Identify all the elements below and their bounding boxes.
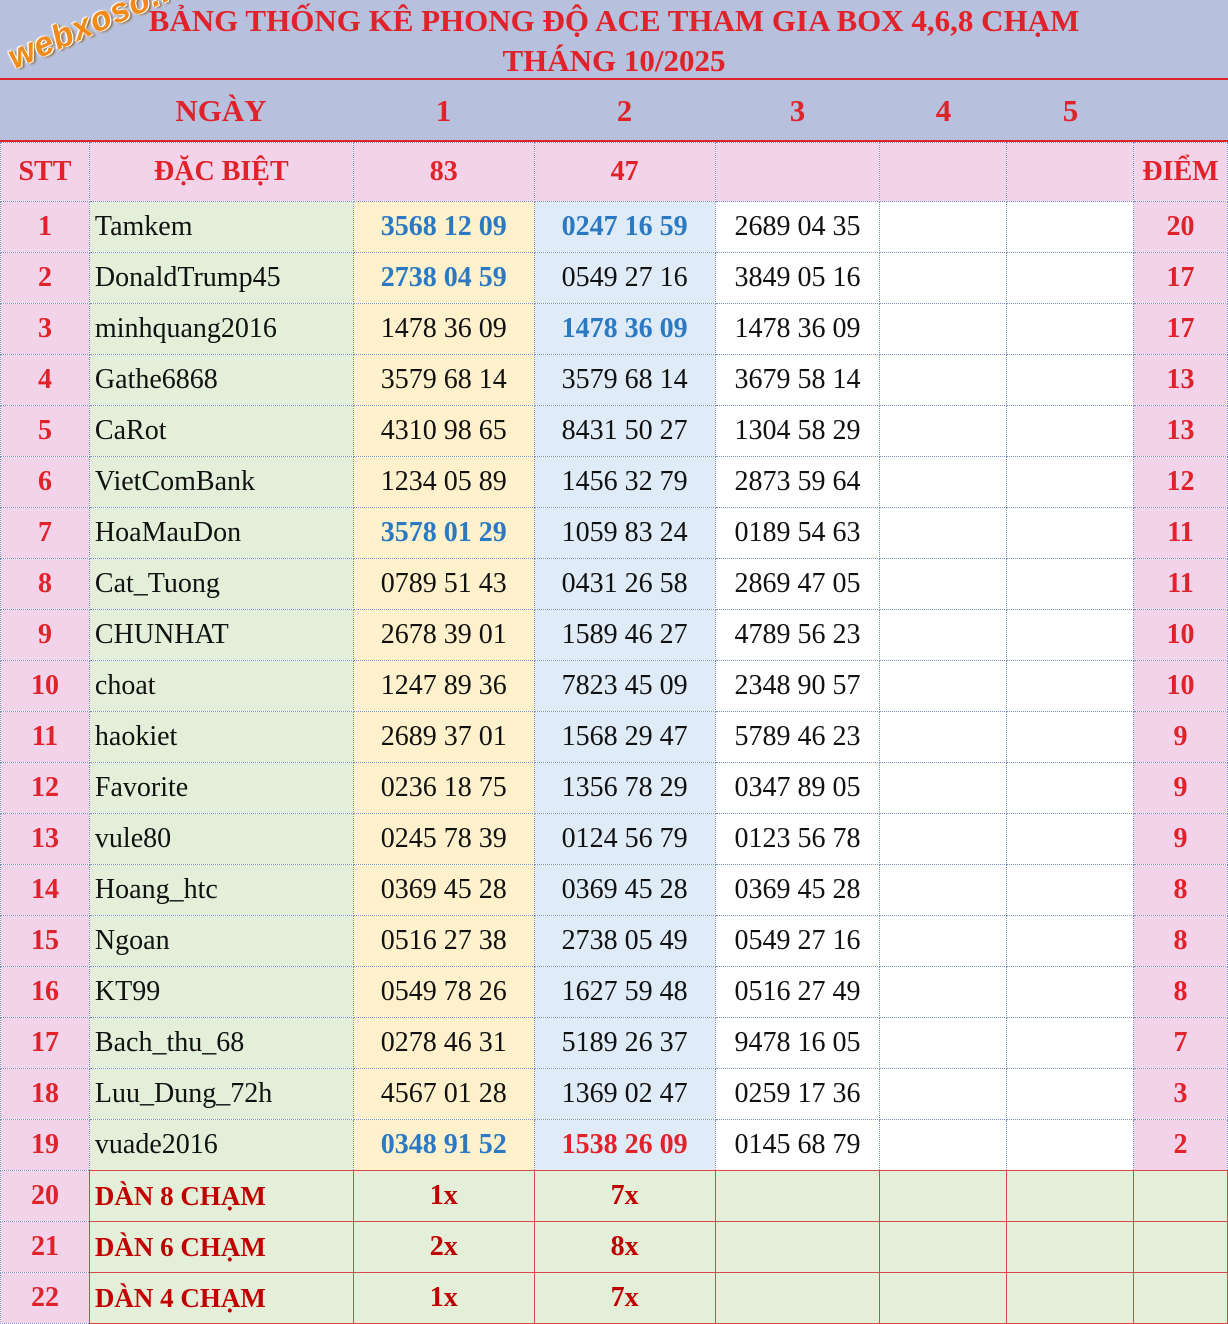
player-name: CaRot [89, 406, 353, 457]
day-1-numbers: 0245 78 39 [353, 814, 534, 865]
day-5-numbers [1007, 967, 1134, 1018]
summary-day-5 [1007, 1273, 1134, 1324]
day-1-numbers: 0236 18 75 [353, 763, 534, 814]
day-2-numbers: 1059 83 24 [534, 508, 715, 559]
row-number: 8 [1, 559, 90, 610]
day-1-numbers: 0516 27 38 [353, 916, 534, 967]
player-row [1, 457, 1228, 508]
row-number: 10 [1, 661, 90, 712]
row-number: 13 [1, 814, 90, 865]
day-3-numbers: 1478 36 09 [715, 304, 880, 355]
summary-row [1, 1171, 1228, 1222]
row-number: 6 [1, 457, 90, 508]
day-3-numbers: 3679 58 14 [715, 355, 880, 406]
row-number: 9 [1, 610, 90, 661]
day-5-numbers [1007, 1018, 1134, 1069]
points-value: 20 [1133, 202, 1227, 253]
row-number: 14 [1, 865, 90, 916]
player-row [1, 1120, 1228, 1171]
day-1-numbers: 0549 78 26 [353, 967, 534, 1018]
player-name: CHUNHAT [89, 610, 353, 661]
day-3-numbers: 0189 54 63 [715, 508, 880, 559]
day-2-numbers: 1568 29 47 [534, 712, 715, 763]
row-number: 5 [1, 406, 90, 457]
day-2-numbers: 1478 36 09 [534, 304, 715, 355]
summary-day-2: 7x [534, 1171, 715, 1222]
points-value: 12 [1133, 457, 1227, 508]
player-name: Cat_Tuong [89, 559, 353, 610]
player-row [1, 763, 1228, 814]
result-day-5 [1007, 143, 1134, 202]
player-name: VietComBank [89, 457, 353, 508]
column-header-row [1, 143, 1228, 202]
player-row [1, 661, 1228, 712]
summary-day-4 [880, 1222, 1007, 1273]
day-5-numbers [1007, 1069, 1134, 1120]
player-name: Gathe6868 [89, 355, 353, 406]
day-1-numbers: 0348 91 52 [353, 1120, 534, 1171]
row-number: 15 [1, 916, 90, 967]
summary-day-4 [880, 1171, 1007, 1222]
player-row [1, 304, 1228, 355]
result-day-4 [880, 143, 1007, 202]
row-number: 2 [1, 253, 90, 304]
day-4-numbers [880, 406, 1007, 457]
row-number: 3 [1, 304, 90, 355]
points-value: 10 [1133, 610, 1227, 661]
summary-day-4 [880, 1273, 1007, 1324]
day-5-numbers [1007, 304, 1134, 355]
day-3-numbers: 2348 90 57 [715, 661, 880, 712]
day-2-numbers: 0369 45 28 [534, 865, 715, 916]
row-number: 16 [1, 967, 90, 1018]
summary-points [1133, 1273, 1227, 1324]
player-name: Favorite [89, 763, 353, 814]
day-2-numbers: 1456 32 79 [534, 457, 715, 508]
points-header: ĐIỂM [1133, 143, 1227, 202]
summary-label: DÀN 6 CHẠM [89, 1222, 353, 1273]
day-header-row [0, 80, 1228, 142]
summary-day-2: 8x [534, 1222, 715, 1273]
row-number: 11 [1, 712, 90, 763]
summary-day-1: 1x [353, 1171, 534, 1222]
player-name: Hoang_htc [89, 865, 353, 916]
day-2-numbers: 3579 68 14 [534, 355, 715, 406]
day-3-numbers: 2689 04 35 [715, 202, 880, 253]
day-2: 2 [616, 93, 633, 128]
day-4: 4 [935, 93, 952, 128]
player-name: Bach_thu_68 [89, 1018, 353, 1069]
points-value: 11 [1133, 508, 1227, 559]
day-2-numbers: 0247 16 59 [534, 202, 715, 253]
points-value: 10 [1133, 661, 1227, 712]
day-5-numbers [1007, 763, 1134, 814]
stats-table [0, 142, 1228, 1324]
day-4-numbers [880, 814, 1007, 865]
player-row [1, 559, 1228, 610]
row-number: 12 [1, 763, 90, 814]
day-5-numbers [1007, 457, 1134, 508]
result-day-1: 83 [353, 143, 534, 202]
day-3-numbers: 0549 27 16 [715, 916, 880, 967]
day-1-numbers: 3578 01 29 [353, 508, 534, 559]
player-row [1, 1069, 1228, 1120]
day-3-numbers: 2869 47 05 [715, 559, 880, 610]
day-2-numbers: 8431 50 27 [534, 406, 715, 457]
day-2-numbers: 1627 59 48 [534, 967, 715, 1018]
day-5-numbers [1007, 1120, 1134, 1171]
summary-day-2: 7x [534, 1273, 715, 1324]
player-name: vule80 [89, 814, 353, 865]
day-4-numbers [880, 1120, 1007, 1171]
player-row [1, 508, 1228, 559]
points-value: 9 [1133, 763, 1227, 814]
day-5-numbers [1007, 610, 1134, 661]
day-2-numbers: 1538 26 09 [534, 1120, 715, 1171]
day-3-numbers: 0145 68 79 [715, 1120, 880, 1171]
row-number: 7 [1, 508, 90, 559]
points-value: 8 [1133, 916, 1227, 967]
player-name: haokiet [89, 712, 353, 763]
day-2-numbers: 7823 45 09 [534, 661, 715, 712]
result-day-3 [715, 143, 880, 202]
row-number: 17 [1, 1018, 90, 1069]
player-name: Tamkem [89, 202, 353, 253]
player-row [1, 355, 1228, 406]
day-4-numbers [880, 865, 1007, 916]
player-row [1, 610, 1228, 661]
day-2-numbers: 1369 02 47 [534, 1069, 715, 1120]
points-value: 8 [1133, 865, 1227, 916]
points-value: 9 [1133, 712, 1227, 763]
day-4-numbers [880, 508, 1007, 559]
day-1-numbers: 1478 36 09 [353, 304, 534, 355]
player-row [1, 916, 1228, 967]
player-row [1, 967, 1228, 1018]
day-1-numbers: 0278 46 31 [353, 1018, 534, 1069]
day-4-numbers [880, 763, 1007, 814]
day-4-numbers [880, 1069, 1007, 1120]
points-value: 13 [1133, 355, 1227, 406]
day-3-numbers: 9478 16 05 [715, 1018, 880, 1069]
summary-points [1133, 1171, 1227, 1222]
day-3-numbers: 0347 89 05 [715, 763, 880, 814]
player-name: Ngoan [89, 916, 353, 967]
day-5-numbers [1007, 814, 1134, 865]
day-3-numbers: 4789 56 23 [715, 610, 880, 661]
player-row [1, 253, 1228, 304]
day-5-numbers [1007, 508, 1134, 559]
day-4-numbers [880, 355, 1007, 406]
day-label: NGÀY [175, 93, 267, 128]
day-2-numbers: 0124 56 79 [534, 814, 715, 865]
points-value: 17 [1133, 304, 1227, 355]
player-row [1, 865, 1228, 916]
points-value: 3 [1133, 1069, 1227, 1120]
day-1-numbers: 1234 05 89 [353, 457, 534, 508]
day-5-numbers [1007, 406, 1134, 457]
day-4-numbers [880, 967, 1007, 1018]
points-value: 8 [1133, 967, 1227, 1018]
player-name: Luu_Dung_72h [89, 1069, 353, 1120]
result-day-2: 47 [534, 143, 715, 202]
points-value: 11 [1133, 559, 1227, 610]
day-1-numbers: 2738 04 59 [353, 253, 534, 304]
day-3-numbers: 0259 17 36 [715, 1069, 880, 1120]
summary-day-3 [715, 1222, 880, 1273]
day-4-numbers [880, 559, 1007, 610]
day-1-numbers: 1247 89 36 [353, 661, 534, 712]
day-5-numbers [1007, 559, 1134, 610]
player-row [1, 202, 1228, 253]
points-value: 9 [1133, 814, 1227, 865]
summary-row [1, 1222, 1228, 1273]
day-3-numbers: 0369 45 28 [715, 865, 880, 916]
day-2-numbers: 5189 26 37 [534, 1018, 715, 1069]
day-2-numbers: 0549 27 16 [534, 253, 715, 304]
row-number: 21 [1, 1222, 90, 1273]
day-1-numbers: 2689 37 01 [353, 712, 534, 763]
row-number: 20 [1, 1171, 90, 1222]
player-name: HoaMauDon [89, 508, 353, 559]
player-name: KT99 [89, 967, 353, 1018]
day-4-numbers [880, 916, 1007, 967]
day-4-numbers [880, 202, 1007, 253]
summary-day-1: 2x [353, 1222, 534, 1273]
day-5-numbers [1007, 253, 1134, 304]
day-1-numbers: 0789 51 43 [353, 559, 534, 610]
day-4-numbers [880, 304, 1007, 355]
day-1: 1 [435, 93, 452, 128]
row-number: 4 [1, 355, 90, 406]
day-4-numbers [880, 1018, 1007, 1069]
player-row [1, 814, 1228, 865]
player-name: vuade2016 [89, 1120, 353, 1171]
day-5-numbers [1007, 712, 1134, 763]
points-value: 7 [1133, 1018, 1227, 1069]
day-3-numbers: 1304 58 29 [715, 406, 880, 457]
day-3-numbers: 2873 59 64 [715, 457, 880, 508]
day-1-numbers: 3579 68 14 [353, 355, 534, 406]
day-4-numbers [880, 661, 1007, 712]
title-line-2: THÁNG 10/2025 [502, 43, 726, 78]
day-3: 3 [789, 93, 806, 128]
special-header: ĐẶC BIỆT [89, 143, 353, 202]
title-banner [0, 0, 1228, 80]
day-5-numbers [1007, 355, 1134, 406]
title-line-1: BẢNG THỐNG KÊ PHONG ĐỘ ACE THAM GIA BOX 4,6,8 CHẠM [148, 3, 1080, 38]
day-4-numbers [880, 610, 1007, 661]
summary-day-5 [1007, 1171, 1134, 1222]
player-row [1, 712, 1228, 763]
summary-day-3 [715, 1273, 880, 1324]
day-1-numbers: 0369 45 28 [353, 865, 534, 916]
points-value: 2 [1133, 1120, 1227, 1171]
day-1-numbers: 4567 01 28 [353, 1069, 534, 1120]
summary-points [1133, 1222, 1227, 1273]
summary-day-5 [1007, 1222, 1134, 1273]
points-value: 17 [1133, 253, 1227, 304]
day-2-numbers: 0431 26 58 [534, 559, 715, 610]
stt-header: STT [1, 143, 90, 202]
row-number: 22 [1, 1273, 90, 1324]
day-5-numbers [1007, 661, 1134, 712]
row-number: 19 [1, 1120, 90, 1171]
day-1-numbers: 2678 39 01 [353, 610, 534, 661]
player-name: minhquang2016 [89, 304, 353, 355]
day-2-numbers: 1589 46 27 [534, 610, 715, 661]
day-3-numbers: 0123 56 78 [715, 814, 880, 865]
points-value: 13 [1133, 406, 1227, 457]
summary-label: DÀN 8 CHẠM [89, 1171, 353, 1222]
summary-day-3 [715, 1171, 880, 1222]
day-2-numbers: 1356 78 29 [534, 763, 715, 814]
summary-day-1: 1x [353, 1273, 534, 1324]
player-row [1, 1018, 1228, 1069]
day-1-numbers: 3568 12 09 [353, 202, 534, 253]
day-5-numbers [1007, 865, 1134, 916]
player-name: DonaldTrump45 [89, 253, 353, 304]
day-1-numbers: 4310 98 65 [353, 406, 534, 457]
row-number: 1 [1, 202, 90, 253]
day-4-numbers [880, 712, 1007, 763]
player-row [1, 406, 1228, 457]
day-5-numbers [1007, 916, 1134, 967]
day-3-numbers: 0516 27 49 [715, 967, 880, 1018]
summary-label: DÀN 4 CHẠM [89, 1273, 353, 1324]
row-number: 18 [1, 1069, 90, 1120]
day-5: 5 [1062, 93, 1079, 128]
day-5-numbers [1007, 202, 1134, 253]
day-4-numbers [880, 253, 1007, 304]
summary-row [1, 1273, 1228, 1324]
day-4-numbers [880, 457, 1007, 508]
player-name: choat [89, 661, 353, 712]
day-2-numbers: 2738 05 49 [534, 916, 715, 967]
day-3-numbers: 3849 05 16 [715, 253, 880, 304]
day-3-numbers: 5789 46 23 [715, 712, 880, 763]
